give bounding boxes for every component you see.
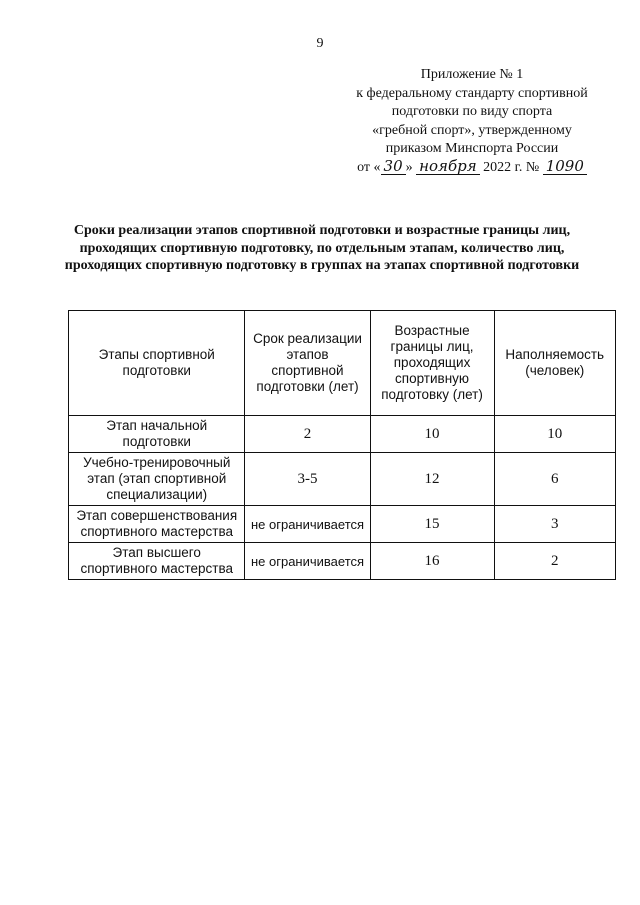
handwritten-month: ноября (416, 159, 480, 175)
cell-size: 6 (494, 453, 615, 506)
cell-stage: Учебно-тренировочный этап (этап спортивной специализации) (69, 453, 245, 506)
cell-age: 12 (370, 453, 494, 506)
appendix-date-line (340, 156, 604, 178)
date-year: 2022 г. № (483, 159, 540, 175)
date-prefix: от « (357, 159, 381, 175)
cell-term: 3-5 (245, 453, 370, 506)
cell-term: 2 (245, 416, 370, 453)
cell-term: не ограничивается (245, 543, 370, 580)
table-row (69, 453, 616, 506)
appendix-title: Приложение № 1 (420, 67, 524, 82)
table-row (69, 543, 616, 580)
cell-size: 3 (494, 506, 615, 543)
stages-table (68, 310, 616, 580)
cell-size: 2 (494, 543, 615, 580)
cell-size: 10 (494, 416, 615, 453)
header-cell-age: Возрастные границы лиц, проходящих спортивную подготовку (лет) (370, 311, 494, 416)
cell-age: 15 (370, 506, 494, 543)
date-mid: » (405, 159, 413, 175)
table-header-row (69, 311, 616, 416)
cell-stage: Этап совершенствования спортивного мастерства (69, 506, 245, 543)
header-cell-stage: Этапы спортивной подготовки (69, 311, 245, 416)
appendix-line: «гребной спорт», утвержденному (372, 122, 572, 138)
appendix-line: к федеральному стандарту спортивной (356, 85, 588, 101)
appendix-line: приказом Минспорта России (385, 141, 559, 156)
header-cell-term: Срок реализации этапов спортивной подготовки (лет) (245, 311, 370, 416)
appendix-block (340, 66, 604, 177)
cell-term: не ограничивается (245, 506, 370, 543)
handwritten-order-number: 1090 (543, 159, 587, 175)
header-cell-size: Наполняемость (человек) (494, 311, 615, 416)
table-row (69, 416, 616, 453)
cell-age: 10 (370, 416, 494, 453)
cell-stage: Этап начальной подготовки (69, 416, 245, 453)
page-number: 9 (316, 36, 324, 51)
table-row (69, 506, 616, 543)
handwritten-day: 30 (381, 159, 406, 175)
cell-stage: Этап высшего спортивного мастерства (69, 543, 245, 580)
document-title: Сроки реализации этапов спортивной подготовки и возрастные границы лиц, проходящих спортивную подготовку, по отдельным этапам, количество лиц, проходящих спортивную подготовку в группах на этапах спортивной подготовки (64, 223, 580, 273)
cell-age: 16 (370, 543, 494, 580)
appendix-line: подготовки по виду спорта (391, 104, 553, 119)
